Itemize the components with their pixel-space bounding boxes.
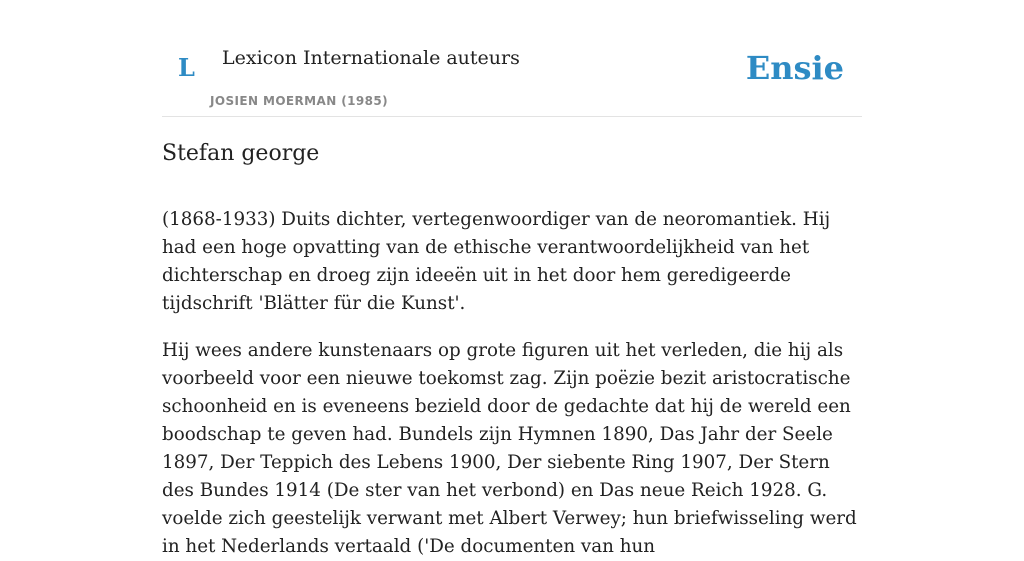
- ensie-logo-link[interactable]: Ensie: [745, 49, 844, 87]
- source-header: [162, 0, 862, 117]
- source-author-year: JOSIEN MOERMAN (1985): [210, 94, 388, 108]
- lexicon-logo-icon[interactable]: L: [178, 53, 195, 82]
- article: [162, 138, 862, 561]
- article-title: Stefan george: [162, 141, 320, 166]
- article-paragraph: (1868-1933) Duits dichter, vertegenwoordiger van de neoromantiek. Hij had een hoge opvatting van de ethische verantwoordelijkheid van het dichterschap en droeg zijn ideeën uit in het door hem geredigeerde tijdschrift 'Blätter für die Kunst'.: [162, 209, 831, 314]
- source-title[interactable]: Lexicon Internationale auteurs: [222, 47, 520, 69]
- article-paragraph: Hij wees andere kunstenaars op grote figuren uit het verleden, die hij als voorbeeld voor een nieuwe toekomst zag. Zijn poëzie bezit aristocratische schoonheid en is eveneens bezield door de gedachte dat hij de wereld een boodschap te geven had. Bundels zijn Hymnen 1890, Das Jahr der Seele 1897, Der Teppich des Lebens 1900, Der siebente Ring 1907, Der Stern des Bundes 1914 (De ster van het verbond) en Das neue Reich 1928. G. voelde zich geestelijk verwant met Albert Verwey; hun briefwisseling werd in het Nederlands vertaald ('De documenten van hun: [162, 340, 857, 557]
